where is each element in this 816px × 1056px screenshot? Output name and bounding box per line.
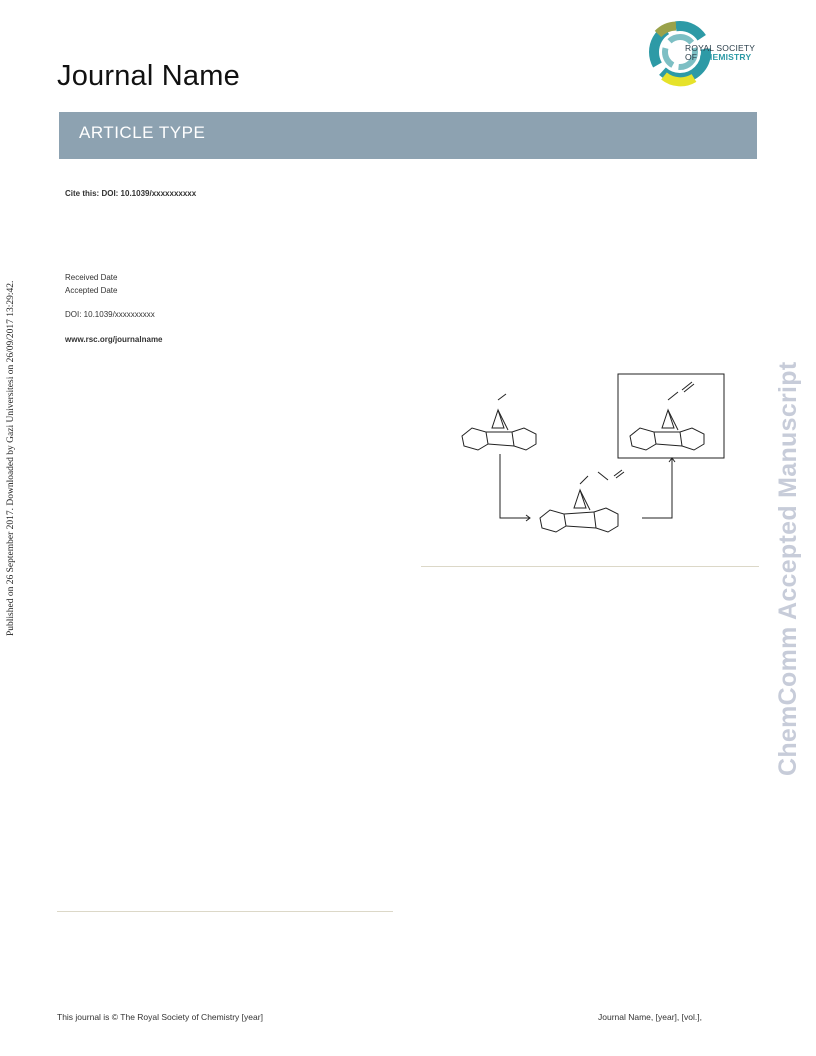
molecule-2 [540, 470, 624, 532]
reaction-scheme-graphic [430, 368, 750, 538]
journal-name: Journal Name [57, 60, 240, 92]
footer-citation: Journal Name, [year], [vol.], [598, 1012, 702, 1022]
accepted-date: Accepted Date [65, 286, 118, 295]
publication-note: Published on 26 September 2017. Downloaded by Gazi Universitesi on 26/09/2017 13:29:42. [6, 280, 16, 636]
accepted-manuscript-watermark: ChemComm Accepted Manuscript [774, 361, 802, 776]
doi-line: DOI: 10.1039/xxxxxxxxxx [65, 310, 155, 319]
molecule-1 [462, 394, 536, 450]
cite-line: Cite this: DOI: 10.1039/xxxxxxxxxx [65, 189, 197, 198]
footer-copyright: This journal is © The Royal Society of Chemistry [year] [57, 1012, 263, 1022]
received-date: Received Date [65, 273, 118, 282]
footnote-divider [57, 911, 393, 912]
reaction-scheme [430, 368, 750, 538]
logo-line2-row [685, 53, 755, 62]
molecule-3 [630, 382, 704, 450]
logo-text [685, 44, 755, 62]
article-type: ARTICLE TYPE [79, 123, 206, 142]
article-type-banner [59, 112, 757, 159]
logo-line2: OF [685, 52, 698, 62]
abstract-divider [421, 566, 759, 567]
journal-url[interactable]: www.rsc.org/journalname [65, 335, 163, 344]
logo-line1: ROYAL SOCIETY [685, 43, 756, 53]
logo-line3: CHEMISTRY [699, 52, 752, 62]
